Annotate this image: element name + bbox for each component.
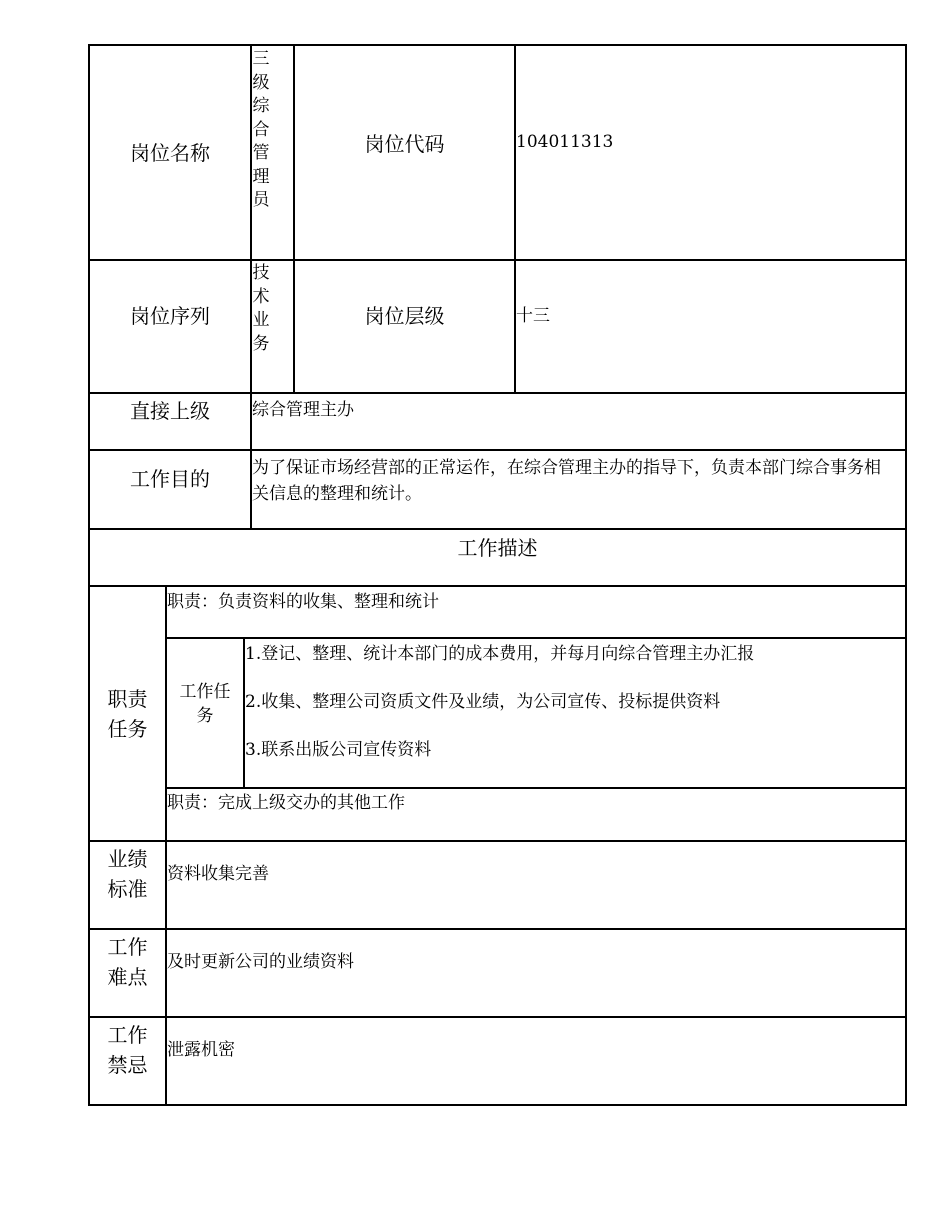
tasks-label [167,639,243,769]
performance-value: 资料收集完善 [167,864,269,884]
taboo-label-text: 工作禁忌 [107,1023,148,1077]
duties-label-text: 职责任务 [107,686,148,741]
duty-1: 职责：负责资料的收集、整理和统计 [167,592,439,612]
task-item-2: 2.收集、整理公司资质文件及业绩，为公司宣传、投标提供资料 [245,692,721,712]
performance-label-text: 业绩标准 [107,847,148,901]
superior-label: 直接上级 [130,398,210,423]
position-series-value: 技术业务 [252,263,270,354]
taboo-label [90,1018,165,1082]
task-item-3: 3.联系出版公司宣传资料 [245,740,432,760]
difficulty-label-text: 工作难点 [107,935,148,989]
purpose-value: 为了保证市场经营部的正常运作，在综合管理主办的指导下，负责本部门综合事务相关信息的整理和统计。 [252,458,881,504]
taboo-value: 泄露机密 [167,1040,235,1060]
divider [88,928,907,930]
border-bottom [88,1104,907,1106]
duty-2: 职责：完成上级交办的其他工作 [167,793,405,813]
position-level-value: 十三 [516,306,550,326]
position-series-label: 岗位序列 [130,304,210,328]
tasks-label-text: 工作任务 [179,682,231,726]
position-code-label: 岗位代码 [364,131,445,156]
divider [514,44,516,393]
difficulty-value: 及时更新公司的业绩资料 [167,952,354,972]
difficulty-label [90,930,165,994]
position-name-value: 三级综合管理员 [252,49,270,210]
position-name-label: 岗位名称 [130,140,210,165]
description-title: 工作描述 [457,536,538,560]
divider [166,787,907,789]
divider [88,1016,907,1018]
superior-value: 综合管理主办 [252,400,354,420]
divider [88,840,907,842]
border-right [905,44,907,1105]
task-item-1: 1.登记、整理、统计本部门的成本费用，并每月向综合管理主办汇报 [245,644,755,664]
purpose-label: 工作目的 [130,466,210,491]
position-code-value: 104011313 [516,132,614,152]
duties-label [90,587,165,840]
position-level-label: 岗位层级 [364,304,445,328]
divider [166,637,907,639]
divider [88,585,907,587]
performance-label [90,842,165,906]
